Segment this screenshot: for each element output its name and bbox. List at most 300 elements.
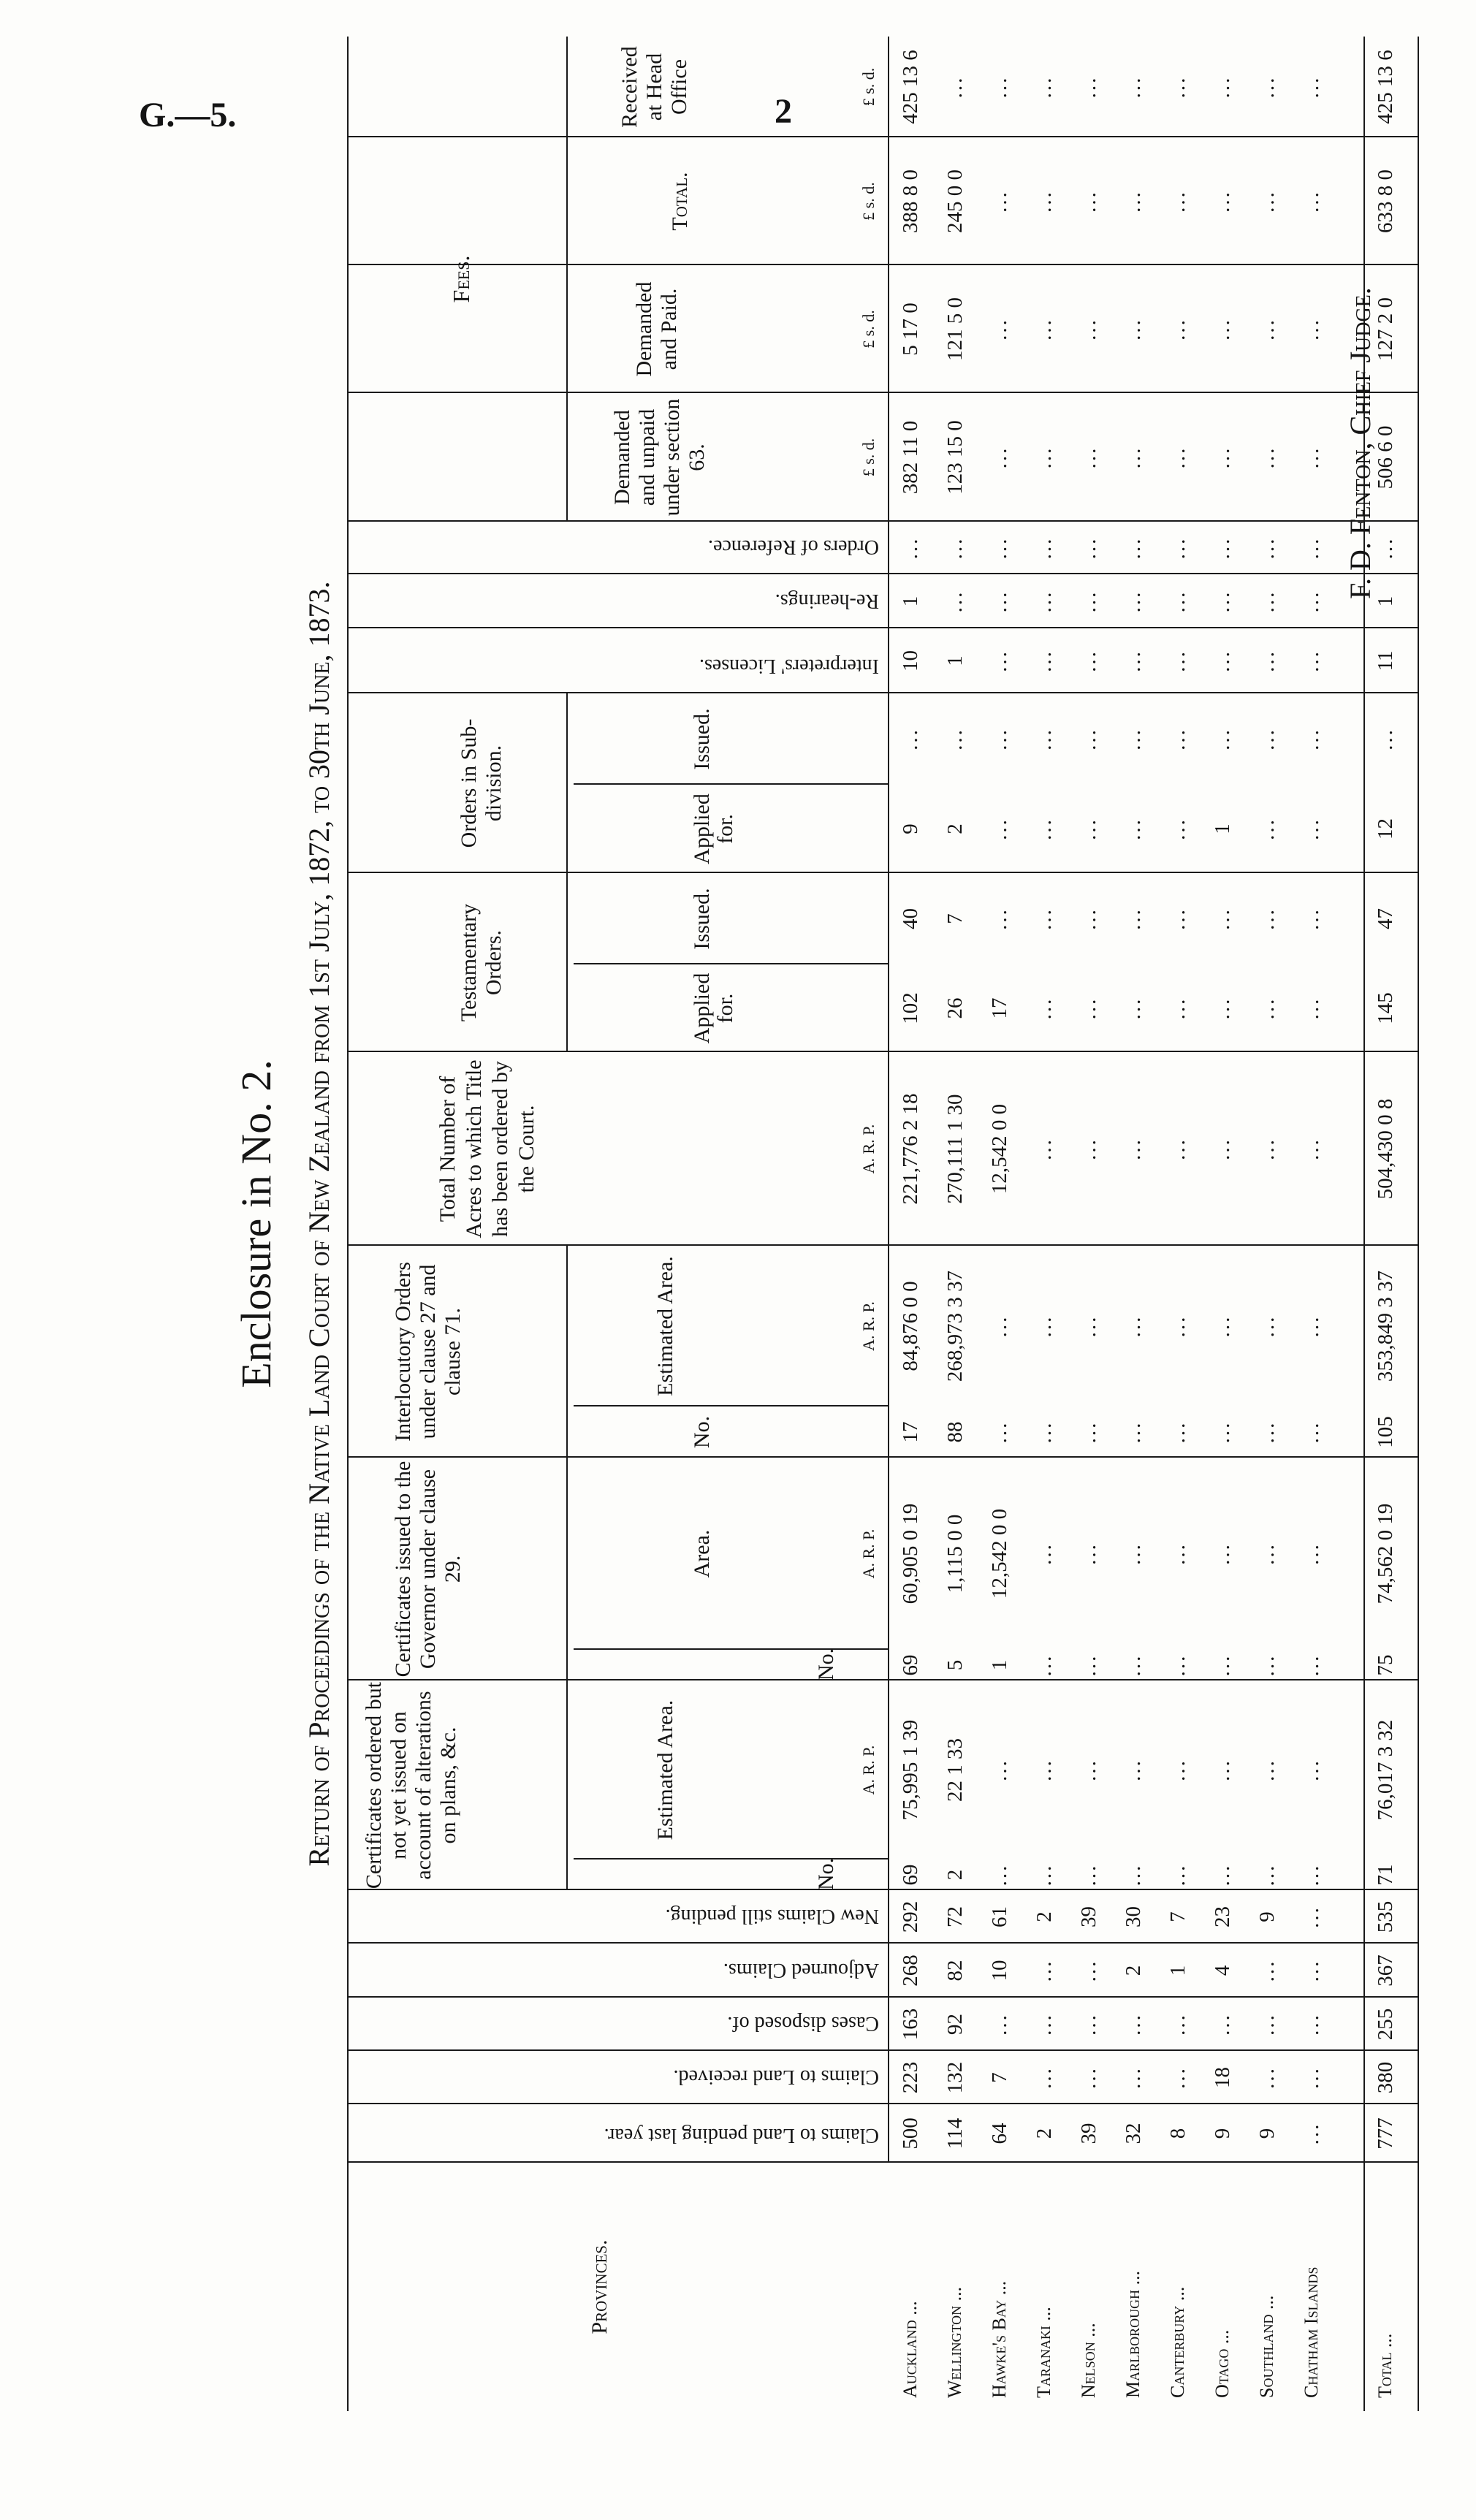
fee-total-cell: ... (1032, 190, 1056, 213)
fee-total-cell: ... (1211, 190, 1234, 213)
pending-cell: 32 (1122, 2123, 1145, 2144)
fees-received-header: Received at Head Office (617, 46, 691, 128)
co-no-cell: ... (1211, 1863, 1234, 1887)
disposed-cell: ... (1255, 2013, 1279, 2036)
fee-total-cell: ... (1300, 190, 1323, 213)
fee-paid-cell: ... (1122, 318, 1145, 340)
ci-area-cell: 74,562 0 19 (1374, 1503, 1397, 1604)
subcolumn-rule (574, 1405, 888, 1406)
province-name: Taranaki ... (1033, 2307, 1054, 2398)
unit-caption-lsd: £ s. d. (859, 438, 878, 477)
ref-cell: ... (1255, 536, 1279, 560)
io-area-cell: ... (1300, 1314, 1323, 1338)
io-no-cell: ... (1077, 1420, 1100, 1444)
test-issued-cell: ... (1211, 907, 1234, 930)
adjourned-cell: 268 (899, 1954, 922, 1987)
testamentary-header-rule (566, 873, 568, 1052)
io-area-cell: ... (1166, 1314, 1190, 1338)
rehear-cell: 1 (899, 595, 922, 607)
ci-area-cell: 12,542 0 0 (988, 1508, 1011, 1599)
unit-caption-lsd: £ s. d. (859, 310, 878, 349)
ci-area-cell: ... (1166, 1542, 1190, 1565)
fee-received-cell: ... (1077, 75, 1100, 99)
rehear-cell: ... (1166, 590, 1190, 613)
io-no-cell: ... (1300, 1420, 1323, 1444)
sub-applied-cell: 1 (1211, 823, 1234, 834)
rehear-cell: ... (943, 590, 967, 613)
ref-cell: ... (1374, 536, 1397, 560)
test-applied-cell: 102 (899, 992, 922, 1024)
adjourned-cell: ... (1077, 1959, 1100, 1982)
ref-cell: ... (988, 536, 1011, 560)
fee-received-cell: ... (1211, 75, 1234, 99)
sub-applied-cell: ... (1122, 818, 1145, 840)
sub-applied-cell: ... (1255, 818, 1279, 840)
cert-issued-header-rule (566, 1458, 568, 1680)
sub-issued-cell: ... (1300, 728, 1323, 750)
total-acres-cell: ... (1077, 1138, 1100, 1160)
co-no-cell: ... (1077, 1863, 1100, 1887)
interp-cell: ... (1122, 650, 1145, 672)
total-acres-cell: ... (1255, 1138, 1279, 1160)
interp-cell: ... (1255, 650, 1279, 672)
fee-paid-cell: 121 5 0 (943, 297, 967, 361)
io-no-cell: ... (1032, 1420, 1056, 1444)
total-acres-cell: ... (1032, 1138, 1056, 1160)
adjourned-cell: ... (1255, 1959, 1279, 1982)
adjourned-cell: ... (1300, 1959, 1323, 1982)
interp-cell: ... (988, 650, 1011, 672)
fee-total-cell: ... (1255, 190, 1279, 213)
adjourned-header: Adjourned Claims. (723, 1959, 879, 1982)
test-issued-cell: 7 (943, 913, 967, 924)
ref-cell: ... (1077, 536, 1100, 560)
received-cell: ... (1077, 2066, 1100, 2089)
fee-received-cell: ... (1166, 75, 1190, 99)
test-applied-cell: ... (1077, 997, 1100, 1020)
province-name: Nelson ... (1078, 2323, 1099, 2398)
test-applied-header: Applied for. (690, 972, 737, 1044)
io-no-cell: 88 (943, 1421, 967, 1443)
disposed-cell: ... (1077, 2013, 1100, 2036)
ci-no-cell: 5 (943, 1659, 967, 1671)
co-area-cell: ... (1211, 1759, 1234, 1781)
fee-total-cell: ... (1166, 190, 1190, 213)
test-issued-cell: 40 (899, 908, 922, 929)
ref-cell: ... (1166, 536, 1190, 560)
ci-no-cell: ... (1300, 1653, 1323, 1677)
sub-issued-cell: ... (1211, 728, 1234, 750)
fee-paid-cell: 5 17 0 (899, 302, 922, 356)
sub-applied-cell: ... (1032, 818, 1056, 840)
co-no-header: No. (814, 1857, 838, 1890)
io-area-cell: 268,973 3 37 (943, 1270, 967, 1382)
test-issued-cell: ... (1077, 907, 1100, 930)
interlocutory-header: Interlocutory Orders under clause 27 and clause 71. (391, 1262, 465, 1442)
rotated-sheet (146, 37, 1461, 2411)
ci-area-cell: 60,905 0 19 (899, 1503, 922, 1604)
io-no-cell: ... (1211, 1420, 1234, 1444)
disposed-cell: 163 (899, 2008, 922, 2041)
co-no-cell: ... (1300, 1863, 1323, 1887)
pending-cell: 777 (1374, 2117, 1397, 2150)
disposed-cell: ... (1211, 2013, 1234, 2036)
pending-cell: 114 (943, 2117, 967, 2150)
new-pending-cell: 9 (1255, 1911, 1279, 1922)
province-name: Auckland ... (899, 2301, 921, 2398)
adjourned-cell: 1 (1166, 1965, 1190, 1976)
received-cell: 380 (1374, 2061, 1397, 2094)
fee-paid-cell: ... (1211, 318, 1234, 340)
fee-paid-cell: ... (1077, 318, 1100, 340)
test-issued-cell: ... (1166, 907, 1190, 930)
fee-unpaid-cell: ... (988, 446, 1011, 469)
total-acres-cell: ... (1211, 1138, 1234, 1160)
co-area-cell: ... (1032, 1759, 1056, 1781)
new-pending-cell: 30 (1122, 1906, 1145, 1927)
sub-applied-cell: ... (1166, 818, 1190, 840)
ci-area-cell: ... (1032, 1542, 1056, 1565)
adjourned-cell: 4 (1211, 1965, 1234, 1976)
province-name: Chatham Islands (1301, 2266, 1322, 2398)
new-pending-cell: 72 (943, 1906, 967, 1927)
co-area-cell: ... (988, 1759, 1011, 1781)
disposed-cell: ... (1166, 2013, 1190, 2036)
new-pending-cell: ... (1300, 1906, 1323, 1928)
new-pending-cell: 7 (1166, 1911, 1190, 1922)
sub-applied-header: Applied for. (690, 793, 737, 864)
ci-area-cell: ... (1077, 1542, 1100, 1565)
received-cell: 7 (988, 2072, 1011, 2083)
io-area-cell: ... (1211, 1314, 1234, 1338)
fee-total-cell: 245 0 0 (943, 170, 967, 233)
rehear-cell: ... (1122, 590, 1145, 613)
disposed-cell: 92 (943, 2014, 967, 2035)
fee-total-cell: ... (988, 190, 1011, 213)
received-cell: ... (1122, 2066, 1145, 2089)
fee-paid-cell: ... (988, 318, 1011, 340)
provinces-header: Provinces. (587, 2239, 612, 2334)
fee-received-cell: ... (1122, 75, 1145, 99)
fee-unpaid-cell: ... (1122, 446, 1145, 469)
table-bottom-rule (1418, 37, 1419, 2411)
total-acres-cell: 270,111 1 30 (943, 1094, 967, 1204)
sub-issued-cell: ... (1166, 728, 1190, 750)
fees-paid-header: Demanded and Paid. (632, 281, 681, 377)
ci-no-cell: ... (1077, 1653, 1100, 1677)
fee-total-cell: ... (1122, 190, 1145, 213)
test-issued-cell: ... (1032, 907, 1056, 930)
test-applied-cell: ... (1255, 997, 1279, 1020)
io-area-cell: ... (1122, 1314, 1145, 1338)
co-no-cell: 69 (899, 1864, 922, 1886)
rehear-cell: ... (1255, 590, 1279, 613)
ci-no-header: No. (814, 1648, 838, 1680)
io-area-cell: 353,849 3 37 (1374, 1270, 1397, 1382)
unit-caption-arp: A. R. P. (859, 1301, 878, 1351)
ci-no-cell: 69 (899, 1654, 922, 1676)
fees-unpaid-header: Demanded and unpaid under section 63. (610, 398, 709, 517)
ref-cell: ... (1032, 536, 1056, 560)
io-no-cell: 17 (899, 1421, 922, 1443)
province-name: Southland ... (1256, 2295, 1277, 2398)
rehear-cell: ... (1300, 590, 1323, 613)
io-area-header: Estimated Area. (653, 1256, 677, 1396)
interp-cell: 11 (1374, 650, 1397, 671)
io-area-cell: ... (988, 1314, 1011, 1338)
new-pending-cell: 61 (988, 1906, 1011, 1927)
ci-no-cell: 1 (988, 1659, 1011, 1671)
adjourned-cell: ... (1032, 1959, 1056, 1982)
test-applied-cell: ... (1166, 997, 1190, 1020)
co-area-header: Estimated Area. (653, 1699, 677, 1840)
co-no-cell: ... (1122, 1863, 1145, 1887)
adjourned-cell: 82 (943, 1960, 967, 1982)
ref-cell: ... (1300, 536, 1323, 560)
total-acres-cell: ... (1122, 1138, 1145, 1160)
ci-no-cell: ... (1122, 1653, 1145, 1677)
province-name: Canterbury ... (1167, 2286, 1188, 2398)
ci-no-cell: ... (1032, 1653, 1056, 1677)
table-title: Return of Proceedings of the Native Land Court of New Zealand from 1st July, 1872, to 30th June, 1873. (303, 581, 335, 1867)
io-area-cell: ... (1032, 1314, 1056, 1338)
ci-area-cell: ... (1211, 1542, 1234, 1565)
sub-issued-header: Issued. (690, 708, 714, 770)
io-no-cell: ... (1166, 1420, 1190, 1444)
interp-cell: ... (1300, 650, 1323, 672)
test-applied-cell: ... (1032, 997, 1056, 1020)
pending-cell: 9 (1255, 2128, 1279, 2139)
co-area-cell: ... (1122, 1759, 1145, 1781)
io-no-cell: 105 (1374, 1416, 1397, 1448)
test-issued-header: Issued. (690, 888, 714, 950)
unit-caption-arp: A. R. P. (859, 1124, 878, 1174)
subdivision-header: Orders in Sub-division. (457, 718, 506, 848)
disposed-cell: 255 (1374, 2008, 1397, 2041)
subcolumn-rule (574, 1858, 888, 1859)
sub-applied-cell: ... (988, 818, 1011, 840)
unit-caption-lsd: £ s. d. (859, 67, 878, 107)
rehear-cell: ... (1077, 590, 1100, 613)
pending-cell: 9 (1211, 2128, 1234, 2139)
unit-caption-lsd: £ s. d. (859, 182, 878, 221)
fee-paid-cell: ... (1300, 318, 1323, 340)
fees-header: Fees. (448, 255, 474, 303)
co-no-cell: 71 (1374, 1864, 1397, 1886)
ci-area-header: Area. (690, 1529, 714, 1578)
ci-area-cell: 1,115 0 0 (943, 1514, 967, 1594)
io-no-cell: ... (988, 1420, 1011, 1444)
fee-received-cell: 425 13 6 (1374, 50, 1397, 124)
test-applied-cell: ... (1122, 997, 1145, 1020)
province-name: Total ... (1374, 2333, 1396, 2398)
new-pending-cell: 292 (899, 1900, 922, 1933)
signature: F. D. Fenton, Chief Judge. (1344, 287, 1377, 599)
fees-total-header: Total. (668, 172, 692, 231)
sub-issued-cell: ... (1374, 728, 1397, 750)
fee-unpaid-cell: 123 15 0 (943, 420, 967, 495)
ref-cell: ... (1122, 536, 1145, 560)
fee-received-cell: ... (943, 75, 967, 99)
interp-cell: ... (1077, 650, 1100, 672)
fees-rule (566, 37, 568, 522)
ci-no-cell: ... (1166, 1653, 1190, 1677)
ref-cell: ... (899, 536, 922, 560)
pending-header: Claims to Land pending last year. (604, 2124, 879, 2147)
fee-unpaid-cell: ... (1077, 446, 1100, 469)
io-no-cell: ... (1255, 1420, 1279, 1444)
test-applied-cell: ... (1300, 997, 1323, 1020)
fee-total-cell: 633 8 0 (1374, 170, 1397, 233)
ci-area-cell: ... (1255, 1542, 1279, 1565)
fee-unpaid-cell: ... (1166, 446, 1190, 469)
fee-unpaid-cell: ... (1300, 446, 1323, 469)
sub-applied-cell: 2 (943, 823, 967, 834)
unit-caption-arp: A. R. P. (859, 1745, 878, 1795)
total-acres-cell: 504,430 0 8 (1374, 1098, 1397, 1200)
adjourned-cell: 10 (988, 1960, 1011, 1982)
cert-ordered-header: Certificates ordered but not yet issued on account of alterations on plans, &c. (362, 1681, 460, 1889)
co-no-cell: ... (1255, 1863, 1279, 1887)
test-applied-cell: ... (1211, 997, 1234, 1020)
sub-applied-cell: ... (1300, 818, 1323, 840)
pending-cell: 64 (988, 2123, 1011, 2144)
interp-cell: ... (1166, 650, 1190, 672)
io-area-cell: ... (1255, 1314, 1279, 1338)
total-acres-header: Total Number of Acres to which Title has been ordered by the Court. (435, 1059, 539, 1238)
fee-received-cell: ... (1255, 75, 1279, 99)
page-number: 2 (775, 92, 792, 131)
test-issued-cell: ... (988, 907, 1011, 930)
fee-paid-cell: ... (1255, 318, 1279, 340)
adjourned-cell: 367 (1374, 1954, 1397, 1987)
new-pending-cell: 2 (1032, 1911, 1056, 1922)
co-no-cell: 2 (943, 1869, 967, 1881)
received-cell: ... (1300, 2066, 1323, 2089)
received-cell: 18 (1211, 2067, 1234, 2088)
fee-total-cell: ... (1077, 190, 1100, 213)
ci-no-cell: ... (1211, 1653, 1234, 1677)
disposed-cell: ... (1122, 2013, 1145, 2036)
io-area-cell: ... (1077, 1314, 1100, 1338)
testamentary-header: Testamentary Orders. (457, 903, 506, 1022)
province-name: Otago ... (1211, 2329, 1233, 2398)
co-area-cell: ... (1300, 1759, 1323, 1781)
interp-header: Interpreters' Licenses. (699, 655, 879, 677)
sub-applied-cell: ... (1077, 818, 1100, 840)
sub-applied-cell: 12 (1374, 818, 1397, 840)
received-header: Claims to Land received. (673, 2066, 879, 2088)
co-no-cell: ... (988, 1863, 1011, 1887)
fee-unpaid-cell: 382 11 0 (899, 420, 922, 495)
fee-received-cell: ... (1032, 75, 1056, 99)
interlocutory-header-rule (566, 1246, 568, 1458)
received-cell: 132 (943, 2061, 967, 2094)
received-cell: 223 (899, 2061, 922, 2094)
ci-no-cell: ... (1255, 1653, 1279, 1677)
unit-caption-arp: A. R. P. (859, 1529, 878, 1579)
sub-issued-cell: ... (899, 728, 922, 750)
fee-paid-cell: ... (1166, 318, 1190, 340)
io-no-header: No. (690, 1415, 714, 1449)
total-acres-cell: 221,776 2 18 (899, 1093, 922, 1205)
sub-issued-cell: ... (1122, 728, 1145, 750)
sub-issued-cell: ... (1077, 728, 1100, 750)
sub-issued-cell: ... (988, 728, 1011, 750)
new-pending-cell: 535 (1374, 1900, 1397, 1933)
total-acres-cell: 12,542 0 0 (988, 1103, 1011, 1195)
received-cell: ... (1255, 2066, 1279, 2089)
co-area-cell: 22 1 33 (943, 1738, 967, 1802)
disposed-cell: ... (988, 2013, 1011, 2036)
fee-paid-cell: 127 2 0 (1374, 297, 1397, 361)
cert-issued-header: Certificates issued to the Governor under clause 29. (391, 1461, 465, 1678)
interp-cell: 1 (943, 655, 967, 666)
province-name: Wellington ... (944, 2286, 965, 2398)
co-area-cell: ... (1255, 1759, 1279, 1781)
rehear-header: Re-hearings. (775, 590, 879, 612)
rehear-cell: ... (988, 590, 1011, 613)
co-no-cell: ... (1032, 1863, 1056, 1887)
disposed-cell: ... (1300, 2013, 1323, 2036)
rehear-cell: ... (1032, 590, 1056, 613)
fee-paid-cell: ... (1032, 318, 1056, 340)
pending-cell: 39 (1077, 2123, 1100, 2144)
co-area-cell: ... (1077, 1759, 1100, 1781)
disposed-header: Cases disposed of. (727, 2012, 879, 2035)
ci-area-cell: ... (1300, 1542, 1323, 1565)
rehear-cell: 1 (1374, 595, 1397, 607)
pending-cell: 2 (1032, 2128, 1056, 2139)
pending-cell: 8 (1166, 2128, 1190, 2139)
test-issued-cell: ... (1300, 907, 1323, 930)
province-name: Marlborough ... (1122, 2270, 1144, 2398)
header-rule (888, 37, 889, 2163)
co-area-cell: 76,017 3 32 (1374, 1719, 1397, 1821)
new_pending-header: New Claims still pending. (665, 1905, 879, 1927)
enclosure-heading: Enclosure in No. 2. (232, 1059, 280, 1388)
test-issued-cell: ... (1122, 907, 1145, 930)
test-issued-cell: ... (1255, 907, 1279, 930)
cert-ordered-header-rule (566, 1680, 568, 1890)
subcolumn-rule (574, 1648, 888, 1650)
co-area-cell: ... (1166, 1759, 1190, 1781)
subdivision-header-rule (566, 693, 568, 873)
ref-header: Orders of Reference. (708, 536, 879, 558)
interp-cell: ... (1032, 650, 1056, 672)
test-applied-cell: 17 (988, 997, 1011, 1019)
fee-unpaid-cell: ... (1255, 446, 1279, 469)
test-issued-cell: 47 (1374, 908, 1397, 929)
ref-cell: ... (1211, 536, 1234, 560)
pending-cell: ... (1300, 2122, 1323, 2145)
rehear-cell: ... (1211, 590, 1234, 613)
test-applied-cell: 26 (943, 997, 967, 1019)
sub-issued-cell: ... (943, 728, 967, 750)
io-no-cell: ... (1122, 1420, 1145, 1444)
fee-received-cell: ... (988, 75, 1011, 99)
fee-total-cell: 388 8 0 (899, 170, 922, 233)
ci-no-cell: 75 (1374, 1654, 1397, 1676)
total-acres-cell: ... (1166, 1138, 1190, 1160)
new-pending-cell: 39 (1077, 1906, 1100, 1927)
test-applied-cell: 145 (1374, 992, 1397, 1024)
sub-issued-cell: ... (1255, 728, 1279, 750)
ci-area-cell: ... (1122, 1542, 1145, 1565)
co-no-cell: ... (1166, 1863, 1190, 1887)
pending-cell: 500 (899, 2117, 922, 2150)
adjourned-cell: 2 (1122, 1965, 1145, 1976)
